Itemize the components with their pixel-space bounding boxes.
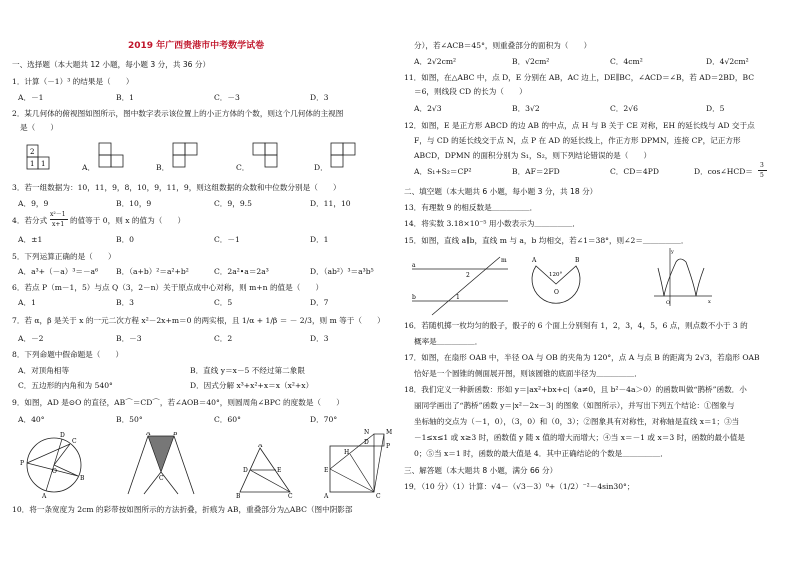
svg-text:120°: 120° bbox=[549, 272, 563, 278]
svg-text:N: N bbox=[364, 429, 370, 436]
question-6: 6．若点 P（m－1，5）与点 Q（3，2－n）关于原点成中心对称，则 m+n 的值是（ ） bbox=[12, 283, 324, 292]
svg-text:D: D bbox=[60, 432, 65, 439]
question-18-cont3: －1≤x≤1 或 x≥3 时，函数值 y 随 x 值的增大而增大；④当 x＝－1 或 x＝3 时，函数的最小值是 bbox=[414, 433, 745, 442]
q15-parallel-lines-figure bbox=[410, 255, 510, 317]
svg-text:A: A bbox=[258, 444, 263, 449]
question-16: 16．若随机掷一枚均匀的骰子，骰子的 6 个面上分别刻有 1，2，3，4，5，6 点，则点数不小于 3 的 bbox=[404, 321, 748, 330]
question-5: 5．下列运算正确的是（ ） bbox=[12, 252, 116, 261]
q12-fraction-denominator: 5 bbox=[760, 172, 764, 179]
question-14: 14．将实数 3.18×10⁻⁵ 用小数表示为＿＿＿＿＿． bbox=[404, 219, 580, 228]
svg-text:D: D bbox=[364, 439, 369, 446]
q2-option-a: A． bbox=[82, 163, 96, 172]
q12-fraction-bar bbox=[758, 170, 767, 171]
q3-option-c: C．9，9.5 bbox=[214, 199, 252, 208]
question-18-cont4: 0；⑤当 x＝1 时，函数的最大值是 4．其中正确结论的个数是＿＿＿＿＿． bbox=[414, 449, 668, 458]
svg-text:a: a bbox=[412, 262, 416, 269]
page-title: 2019 年广西贵港市中考数学试卷 bbox=[128, 41, 265, 51]
question-4-start: 4．若分式 bbox=[12, 216, 48, 225]
q5-option-b: B．（a+b）²＝a²+b² bbox=[116, 267, 189, 276]
q12-option-b: B．AF＝2FD bbox=[512, 167, 560, 176]
svg-text:C: C bbox=[159, 475, 164, 482]
svg-text:b: b bbox=[412, 294, 416, 301]
q18-function-graph-figure bbox=[652, 246, 714, 308]
svg-text:B: B bbox=[575, 257, 580, 264]
svg-text:B: B bbox=[173, 432, 178, 437]
question-10-cont: 分），若∠ACB＝45°，则重叠部分的面积为（ ） bbox=[414, 41, 592, 50]
q3-option-a: A．9，9 bbox=[18, 199, 49, 208]
svg-text:M: M bbox=[386, 429, 393, 436]
q2-option-d-figure bbox=[330, 142, 360, 172]
q2-fig-digit: 1 bbox=[30, 160, 35, 168]
q4-option-b: B．0 bbox=[116, 235, 135, 244]
q4-option-a: A．±1 bbox=[18, 235, 43, 244]
svg-text:A: A bbox=[324, 493, 329, 500]
section-fill-heading: 二、填空题（本大题共 6 小题，每小题 3 分，共 18 分） bbox=[404, 187, 598, 196]
q12-option-a: A．S₁+S₂＝CP² bbox=[414, 167, 472, 176]
question-11-cont: ＝6，则线段 CD 的长为（ ） bbox=[414, 87, 527, 96]
q11-triangle-figure bbox=[236, 444, 294, 498]
section-choice-heading: 一、选择题（本大题共 12 小题，每小题 3 分，共 36 分） bbox=[12, 60, 211, 69]
svg-text:A: A bbox=[146, 432, 151, 437]
svg-text:E: E bbox=[277, 467, 282, 474]
q2-top-view-figure bbox=[26, 144, 52, 174]
q1-option-a: A．－1 bbox=[18, 93, 44, 102]
q2-option-c: C． bbox=[236, 163, 250, 172]
q9-circle-figure bbox=[12, 430, 92, 500]
svg-text:x: x bbox=[708, 299, 711, 305]
svg-text:C: C bbox=[288, 493, 293, 498]
q9-option-c: C．60° bbox=[214, 415, 241, 424]
q12-option-c: C．CD＝4PD bbox=[610, 167, 659, 176]
question-12-cont1: F，与 CD 的延长线交于点 N，点 P 在 AD 的延长线上，作正方形 DPMN，连接 CP，记正方形 bbox=[414, 136, 741, 145]
q2-option-b: B． bbox=[156, 163, 170, 172]
question-17: 17．如图，在扇形 OAB 中，半径 OA 与 OB 的夹角为 120°，点 A 与点 B 的距离为 2√3，若扇形 OAB bbox=[404, 353, 760, 362]
left-column bbox=[8, 0, 396, 562]
right-column bbox=[404, 0, 788, 562]
q7-option-d: D．3 bbox=[310, 334, 329, 343]
q3-option-b: B．10，9 bbox=[116, 199, 152, 208]
question-8: 8．下列命题中假命题是（ ） bbox=[12, 350, 124, 359]
svg-text:C: C bbox=[376, 493, 381, 500]
q4-option-c: C．－1 bbox=[214, 235, 240, 244]
q5-option-c: C．2a²•a＝2a³ bbox=[214, 267, 269, 276]
q11-option-a: A．2√3 bbox=[414, 104, 442, 113]
q8-option-c: C．五边形的内角和为 540° bbox=[18, 381, 113, 390]
q11-option-c: C．2√6 bbox=[610, 104, 638, 113]
q2-fig-digit: 1 bbox=[41, 160, 46, 168]
q2-option-a-figure bbox=[98, 142, 128, 172]
svg-text:H: H bbox=[344, 449, 350, 456]
q8-option-d: D．因式分解 x³+x²+x＝x（x²+x） bbox=[190, 381, 314, 390]
svg-text:O: O bbox=[52, 468, 57, 475]
question-9: 9．如图，AD 是⊙O 的直径，AB⌒＝CD⌒，若∠AOB＝40°，则圆周角∠BPC 的度数是（ ） bbox=[12, 398, 344, 407]
q1-option-b: B．1 bbox=[116, 93, 135, 102]
question-10: 10．将一条宽度为 2cm 的彩带按如图所示的方法折叠，折痕为 AB，重叠部分为△ABC（图中阴影部 bbox=[12, 505, 353, 514]
question-7: 7．若 α，β 是关于 x 的一元二次方程 x²－2x+m＝0 的两实根，且 1/α + 1/β ＝ － 2/3，则 m 等于（ ） bbox=[12, 316, 385, 325]
q11-option-b: B．3√2 bbox=[512, 104, 540, 113]
q2-option-d: D． bbox=[314, 163, 328, 172]
q2-option-c-figure bbox=[252, 142, 282, 172]
q8-option-b: B．直线 y＝x－5 不经过第二象限 bbox=[190, 366, 305, 375]
svg-text:B: B bbox=[236, 493, 241, 498]
q9-option-b: B．50° bbox=[116, 415, 143, 424]
q12-square-figure bbox=[320, 428, 394, 500]
q11-option-d: D．5 bbox=[706, 104, 725, 113]
question-3: 3．若一组数据为：10，11，9，8，10，9，11，9，则这组数据的众数和中位数分别是（ ） bbox=[12, 183, 341, 192]
question-2-cont: 是（ ） bbox=[20, 123, 58, 132]
q9-option-d: D．70° bbox=[310, 415, 338, 424]
q10-folded-ribbon-figure bbox=[126, 432, 196, 498]
svg-text:C: C bbox=[72, 438, 77, 445]
q7-option-b: B．－3 bbox=[116, 334, 142, 343]
q4-fraction-numerator: x²－1 bbox=[50, 211, 66, 218]
q9-option-a: A．40° bbox=[18, 415, 45, 424]
q12-fraction-numerator: 3 bbox=[760, 162, 764, 169]
question-13: 13．有理数 9 的相反数是＿＿＿＿＿． bbox=[404, 203, 538, 212]
q1-option-c: C．－3 bbox=[214, 93, 240, 102]
svg-text:D: D bbox=[243, 467, 248, 474]
question-15: 15．如图，直线 a∥b，直线 m 与 a，b 均相交，若∠1＝38°，则∠2＝＿＿＿＿＿． bbox=[404, 236, 689, 245]
svg-text:A: A bbox=[42, 493, 47, 500]
question-4-end: 的值等于 0，则 x 的值为（ ） bbox=[70, 216, 186, 225]
q5-option-a: A．a³+（－a）³＝－a⁶ bbox=[18, 267, 99, 276]
question-2: 2．某几何体的俯视图如图所示，图中数字表示该位置上的小正方体的个数，则这个几何体的主视图 bbox=[12, 109, 344, 118]
svg-text:P: P bbox=[386, 443, 391, 450]
question-19: 19．（10 分）（1）计算：√4－（√3－3）⁰+（1/2）⁻²－4sin30°； bbox=[404, 482, 635, 491]
q10-option-b: B．√2cm² bbox=[512, 57, 550, 66]
q6-option-c: C．5 bbox=[214, 298, 233, 307]
q6-option-b: B．3 bbox=[116, 298, 135, 307]
q10-option-c: C．4cm² bbox=[610, 57, 643, 66]
q2-fig-digit: 2 bbox=[30, 148, 35, 156]
question-17-cont: 恰好是一个圆锥的侧面展开图，则该圆锥的底面半径为＿＿＿＿＿． bbox=[414, 369, 642, 378]
q3-option-d: D．11，10 bbox=[310, 199, 351, 208]
q4-option-d: D．1 bbox=[310, 235, 329, 244]
q4-fraction-denominator: x+1 bbox=[52, 221, 65, 228]
question-18-cont2: 坐标轴的交点为（－1，0），（3，0）和（0，3）；②图象具有对称性，对称轴是直线 x＝1；③当 bbox=[414, 417, 740, 426]
q5-option-d: D．（ab²）³＝a³b⁵ bbox=[310, 267, 374, 276]
q17-sector-figure bbox=[528, 250, 584, 310]
svg-text:B: B bbox=[80, 475, 85, 482]
q10-option-a: A．2√2cm² bbox=[414, 57, 457, 66]
question-11: 11．如图，在△ABC 中，点 D，E 分别在 AB，AC 边上，DE∥BC，∠ACD＝∠B，若 AD＝2BD，BC bbox=[404, 73, 755, 82]
q2-option-b-figure bbox=[172, 142, 202, 172]
svg-text:O: O bbox=[554, 289, 559, 296]
svg-text:m: m bbox=[501, 257, 507, 264]
q12-option-d: D．cos∠HCD＝ bbox=[694, 167, 753, 176]
q10-option-d: D．4√2cm² bbox=[706, 57, 749, 66]
q7-option-a: A．－2 bbox=[18, 334, 44, 343]
q6-option-a: A．1 bbox=[18, 298, 36, 307]
question-16-cont: 概率是＿＿＿＿＿． bbox=[414, 337, 483, 346]
question-12: 12．如图，E 是正方形 ABCD 的边 AB 的中点，点 H 与 B 关于 CE 对称，EH 的延长线与 AD 交于点 bbox=[404, 121, 755, 130]
svg-text:1: 1 bbox=[456, 294, 460, 301]
q1-option-d: D．3 bbox=[310, 93, 329, 102]
q8-option-a: A．对顶角相等 bbox=[18, 366, 70, 375]
svg-text:P: P bbox=[20, 460, 25, 467]
svg-text:E: E bbox=[324, 467, 329, 474]
svg-text:2: 2 bbox=[466, 272, 470, 279]
q7-option-c: C．2 bbox=[214, 334, 233, 343]
q6-option-d: D．7 bbox=[310, 298, 329, 307]
question-1: 1．计算（－1）³ 的结果是（ ） bbox=[12, 77, 134, 86]
svg-text:O: O bbox=[666, 300, 671, 306]
question-18-cont1: 丽同学画出了“鹊桥”函数 y＝|x²－2x－3| 的图象（如图所示），并写出下列五个结论：①图象与 bbox=[414, 401, 735, 410]
svg-text:y: y bbox=[671, 249, 674, 255]
svg-text:A: A bbox=[532, 257, 537, 264]
question-18: 18．我们定义一种新函数：形如 y＝|ax²+bx+c|（a≠0，且 b²－4a＞0）的函数叫做“鹊桥”函数．小 bbox=[404, 385, 747, 394]
question-12-cont2: ABCD，DPMN 的面积分别为 S₁，S₂，则下列结论错误的是（ ） bbox=[414, 151, 652, 160]
q4-fraction-bar bbox=[50, 219, 68, 220]
section-answer-heading: 三、解答题（本大题共 8 小题，满分 66 分） bbox=[404, 466, 558, 475]
